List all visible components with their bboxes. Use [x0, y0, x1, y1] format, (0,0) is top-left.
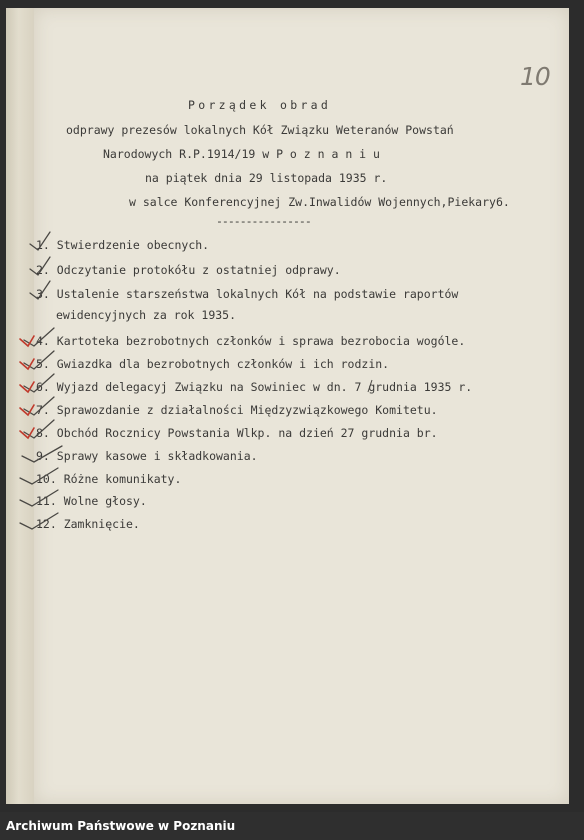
agenda-item-9: 9. Sprawy kasowe i składkowania.	[36, 449, 258, 463]
archive-name: Archiwum Państwowe w Poznaniu	[6, 819, 236, 833]
agenda-item-3: 3. Ustalenie starszeństwa lokalnych Kół na podstawie raportów	[36, 287, 459, 301]
agenda-item-6: 6. Wyjazd delegacyj Związku na Sowiniec w dn. 7 grudnia 1935 r.	[36, 380, 473, 394]
header-line-3: na piątek dnia 29 listopada 1935 r.	[145, 171, 388, 185]
separator-line: ----------------	[216, 214, 311, 228]
agenda-item-7: 7. Sprawozdanie z działalności Międzyzwiązkowego Komitetu.	[36, 403, 438, 417]
agenda-item-8: 8. Obchód Rocznicy Powstania Wlkp. na dzień 27 grudnia br.	[36, 426, 438, 440]
header-line-1: odprawy prezesów lokalnych Kół Związku Weteranów Powstań	[66, 123, 454, 137]
agenda-item-12: 12. Zamknięcie.	[36, 517, 140, 531]
document-binding	[6, 8, 35, 804]
agenda-item-5: 5. Gwiazdka dla bezrobotnych członków i ich rodzin.	[36, 357, 390, 371]
agenda-item-10: 10. Różne komunikaty.	[36, 472, 182, 486]
agenda-item-2: 2. Odczytanie protokółu z ostatniej odprawy.	[36, 263, 341, 277]
document-title: Porządek obrad	[188, 98, 332, 112]
agenda-item-1: 1. Stwierdzenie obecnych.	[36, 238, 210, 252]
page-number: 10	[520, 62, 550, 91]
archive-footer	[0, 812, 584, 840]
agenda-item-4: 4. Kartoteka bezrobotnych członków i sprawa bezrobocia wogóle.	[36, 334, 466, 348]
header-line-2: Narodowych R.P.1914/19 w P o z n a n i u	[103, 147, 380, 161]
agenda-item-3-continued: ewidencyjnych za rok 1935.	[56, 308, 237, 322]
header-line-4: w salce Konferencyjnej Zw.Inwalidów Wojennych,Piekary6.	[129, 195, 510, 209]
agenda-item-11: 11. Wolne głosy.	[36, 494, 147, 508]
